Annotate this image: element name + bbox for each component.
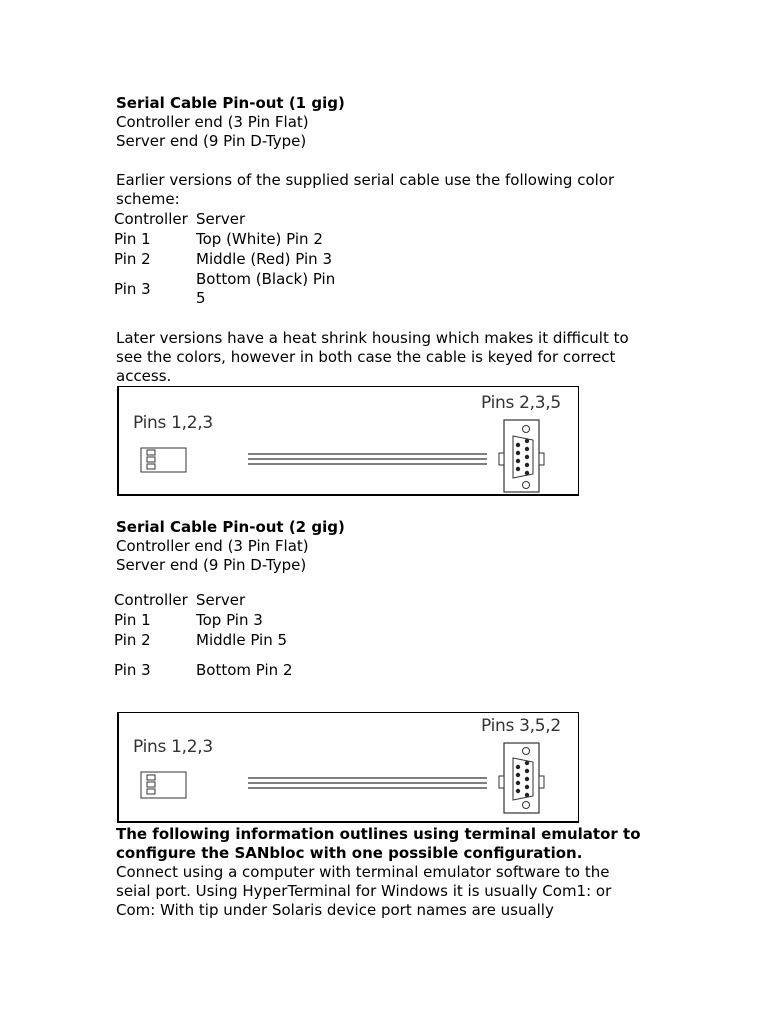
- section1-heading: Serial Cable Pin-out (1 gig): [116, 94, 345, 112]
- table-cell: Pin 2: [114, 630, 151, 649]
- table-cell: Pin 2: [114, 249, 151, 268]
- table-cell: Middle (Red) Pin 3: [196, 249, 332, 268]
- table-cell: Top (White) Pin 2: [196, 229, 323, 248]
- section1-controller-end: Controller end (3 Pin Flat): [116, 113, 309, 131]
- table-row: [114, 269, 346, 309]
- table-header-server: Server: [196, 209, 246, 228]
- table-header-controller: Controller: [114, 590, 188, 609]
- table-cell: Bottom (Black) Pin 5: [196, 270, 336, 307]
- section2-server-end: Server end (9 Pin D-Type): [116, 556, 307, 574]
- diagram-left-label: Pins 1,2,3: [133, 413, 213, 433]
- flat-connector-icon: [141, 448, 186, 472]
- diagram-right-label: Pins 2,3,5: [481, 393, 561, 413]
- diagram-right-label: Pins 3,5,2: [481, 716, 561, 736]
- cable-drawing: [119, 713, 581, 824]
- cable-diagram-2gig: [117, 712, 579, 823]
- table-header-row: [114, 590, 346, 610]
- table-cell: Bottom Pin 2: [196, 660, 293, 679]
- section1-note: Later versions have a heat shrink housing which makes it difficult to see the colors, however in both case the cable is keyed for correct access.: [116, 329, 629, 385]
- table-row: [114, 630, 346, 650]
- cable-wires: [248, 778, 487, 788]
- cable-diagram-1gig: [117, 386, 579, 496]
- table-cell: Pin 3: [114, 660, 151, 679]
- flat-connector-icon: [141, 772, 186, 798]
- table-row: [114, 610, 346, 630]
- section2-controller-end: Controller end (3 Pin Flat): [116, 537, 309, 555]
- section2-heading: Serial Cable Pin-out (2 gig): [116, 518, 345, 536]
- table-row: [114, 650, 346, 690]
- table-cell: Pin 1: [114, 610, 151, 629]
- table-cell: Top Pin 3: [196, 610, 263, 629]
- section2-pin-table: [114, 590, 346, 690]
- db9-connector-icon: [499, 743, 544, 813]
- table-cell: Pin 1: [114, 229, 151, 248]
- section3-body: Connect using a computer with terminal emulator software to the seial port. Using HyperTerminal for Windows it is usually Com1: or Com: With tip under Solaris device port names are usually: [116, 863, 612, 919]
- cable-drawing: [119, 387, 581, 497]
- section3-heading: The following information outlines using terminal emulator to configure the SANbloc with one possible configuration.: [116, 825, 641, 862]
- db9-connector-icon: [499, 420, 544, 492]
- section1-intro: Earlier versions of the supplied serial cable use the following color scheme:: [116, 171, 615, 208]
- table-header-controller: Controller: [114, 209, 188, 228]
- table-cell: Pin 3: [114, 279, 151, 298]
- table-cell: Middle Pin 5: [196, 630, 288, 649]
- table-header-row: [114, 209, 346, 229]
- section1-server-end: Server end (9 Pin D-Type): [116, 132, 307, 150]
- section1-pin-table: [114, 209, 346, 309]
- table-header-server: Server: [196, 590, 246, 609]
- table-row: [114, 249, 346, 269]
- diagram-left-label: Pins 1,2,3: [133, 737, 213, 757]
- table-row: [114, 229, 346, 249]
- cable-wires: [248, 454, 487, 464]
